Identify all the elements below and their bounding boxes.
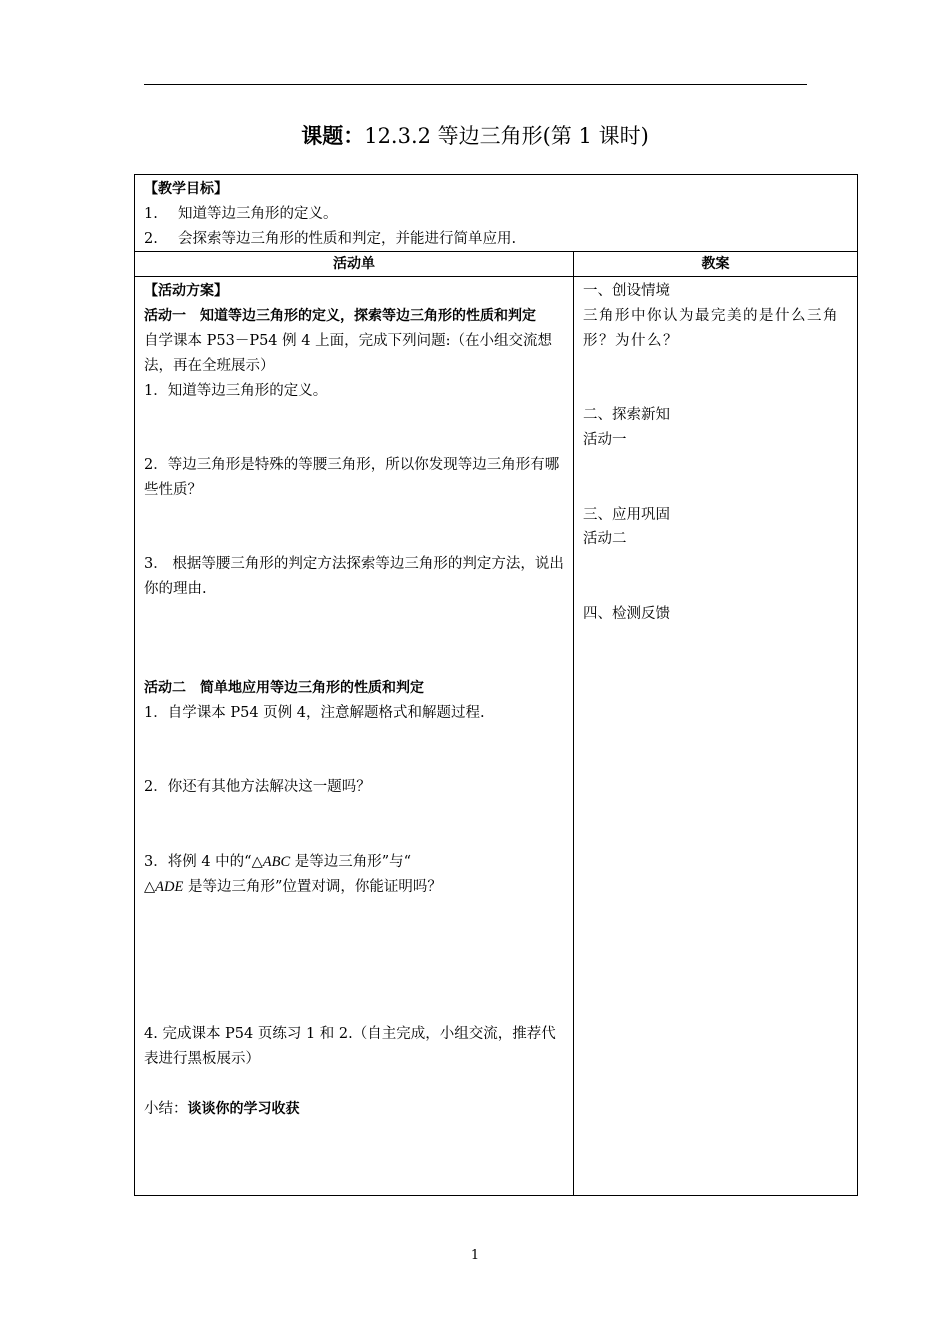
plan-section-2-sub: 活动一 (583, 432, 627, 449)
title-lesson: 12.3.2 等边三角形(第 1 课时) (364, 124, 649, 148)
plan-section-3-sub: 活动二 (583, 531, 627, 548)
activity-two-question-1: 1．自学课本 P54 页例 4，注意解题格式和解题过程. (144, 704, 485, 721)
activity-one-question-3: 3． 根据等腰三角形的判定方法探索等边三角形的判定方法，说出你的理由. (144, 556, 564, 597)
plan-section-2: 二、探索新知 (583, 407, 670, 424)
page-title (0, 120, 950, 150)
plan-section-4: 四、检测反馈 (583, 605, 670, 622)
activity-two-question-3: 3．将例 4 中的“△ABC 是等边三角形”与“ △ADE 是等边三角形”位置对调，你能证明吗？ (144, 853, 442, 895)
header-rule (144, 84, 807, 85)
activity-two-title: 活动二 简单地应用等边三角形的性质和判定 (144, 680, 424, 697)
plan-section-3: 三、应用巩固 (583, 506, 670, 523)
activity-one-intro: 自学课本 P53－P54 例 4 上面，完成下列问题:（在小组交流想法，再在全班展示） (144, 332, 552, 374)
teaching-goals-cell (135, 175, 858, 252)
activity-one-question-2: 2．等边三角形是特殊的等腰三角形，所以你发现等边三角形有哪些性质？ (144, 456, 560, 498)
plan-section-1: 一、创设情境 (583, 283, 670, 300)
summary-line: 小结：谈谈你的学习收获 (144, 1100, 300, 1117)
activity-two-question-2: 2．你还有其他方法解决这一题吗？ (144, 779, 371, 796)
plan-section-1-text: 三角形中你认为最完美的是什么三角形？为什么？ (583, 308, 839, 349)
page-number: 1 (470, 1248, 480, 1263)
activity-heading: 【活动方案】 (144, 283, 228, 300)
activity-column-header: 活动单 (135, 252, 574, 277)
activity-one-title: 活动一 知道等边三角形的定义，探索等边三角形的性质和判定 (144, 308, 536, 325)
goals-heading: 【教学目标】 (144, 181, 228, 197)
activity-one-question-1: 1．知道等边三角形的定义。 (144, 382, 328, 399)
activity-two-question-4: 4. 完成课本 P54 页练习 1 和 2.（自主完成，小组交流，推荐代表进行黑板展示） (144, 1026, 556, 1068)
title-prefix: 课题： (301, 123, 365, 148)
activity-cell (135, 277, 574, 1196)
goal-item: 1. 知道等边三角形的定义。 (144, 205, 338, 222)
lesson-table (134, 174, 858, 1196)
plan-column-header: 教案 (574, 252, 858, 277)
goal-item: 2. 会探索等边三角形的性质和判定，并能进行简单应用. (144, 230, 517, 247)
plan-cell (574, 277, 858, 1196)
